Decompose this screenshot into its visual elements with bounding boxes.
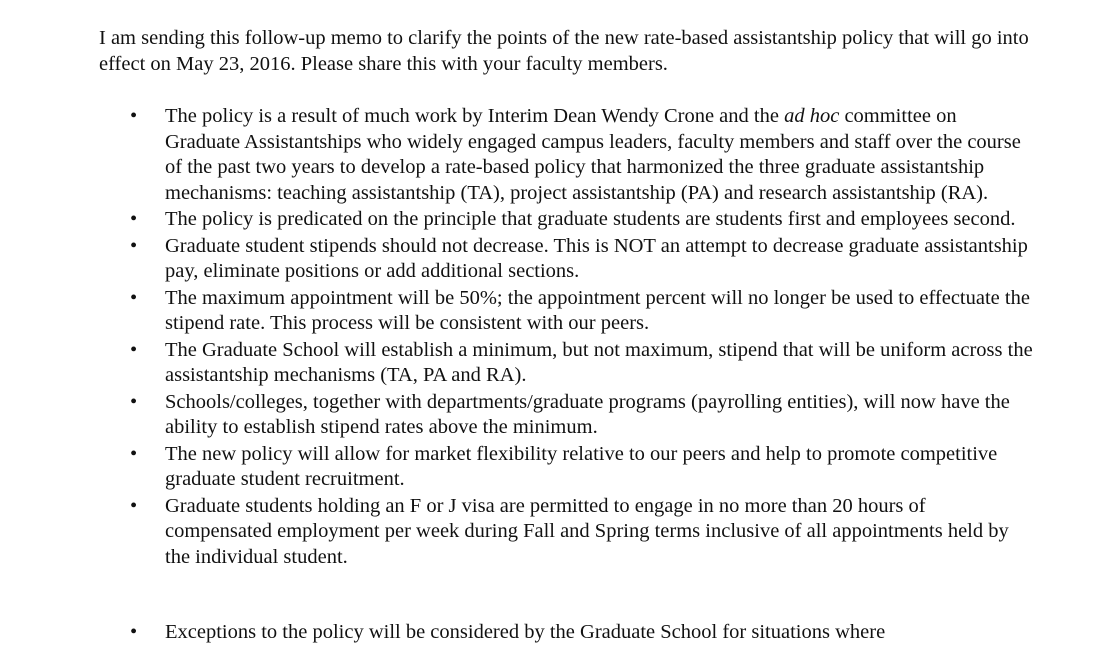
bullet-text: The Graduate School will establish a minimum, but not maximum, stipend that will be uniform across the assistantship mechanisms (TA, PA and RA). [165, 338, 1033, 386]
list-item [0, 234, 1035, 285]
list-item [0, 390, 1035, 441]
list-item [0, 207, 1035, 233]
bullet-text-part: committee on Graduate Assistantships who widely engaged campus leaders, faculty members and staff over the course of the past two years to develop a rate-based policy that harmonized the three graduate assistantship mechanisms: teaching assistantship (TA), project assistantship (PA) and research assistantship (RA). [165, 105, 1021, 204]
bullet-text: Schools/colleges, together with departments/graduate programs (payrolling entities), will now have the ability to establish stipend rates above the minimum. [165, 390, 1010, 438]
bullet-text [165, 104, 1035, 206]
bullet-icon: • [130, 208, 138, 230]
emphasis-text: ad hoc [784, 105, 840, 127]
bullet-icon: • [130, 234, 138, 257]
bullet-text: Graduate student stipends should not decrease. This is NOT an attempt to decrease graduate assistantship pay, eliminate positions or add additional sections. [165, 234, 1028, 282]
bullet-icon: • [130, 494, 138, 517]
partial-last-line: Exceptions to the policy will be considered by the Graduate School for situations where [165, 621, 886, 643]
list-item [0, 104, 1035, 206]
bullet-text: Graduate students holding an F or J visa are permitted to engage in no more than 20 hours of compensated employment per week during Fall and Spring terms inclusive of all appointments held by the individual student. [165, 494, 1009, 568]
list-item [0, 286, 1035, 337]
intro-paragraph: I am sending this follow-up memo to clarify the points of the new rate-based assistantship policy that will go into effect on May 23, 2016. Please share this with your faculty members. [99, 27, 1029, 75]
bullet-icon: • [130, 286, 138, 309]
bullet-icon: • [130, 390, 138, 413]
policy-bullet-list [0, 104, 1120, 571]
bullet-text: The policy is predicated on the principle that graduate students are students first and employees second. [165, 208, 1016, 230]
bullet-icon: • [130, 338, 138, 361]
bullet-icon: • [130, 105, 138, 127]
bullet-text: The maximum appointment will be 50%; the appointment percent will no longer be used to effectuate the stipend rate. This process will be consistent with our peers. [165, 286, 1030, 334]
bullet-text: The new policy will allow for market flexibility relative to our peers and help to promote competitive graduate student recruitment. [165, 442, 998, 490]
partial-bullet-icon: • [130, 621, 138, 643]
list-item [0, 338, 1035, 389]
bullet-text-part: The policy is a result of much work by Interim Dean Wendy Crone and the [165, 105, 785, 127]
bullet-icon: • [130, 442, 138, 465]
list-item [0, 442, 1035, 493]
list-item [0, 494, 1035, 571]
